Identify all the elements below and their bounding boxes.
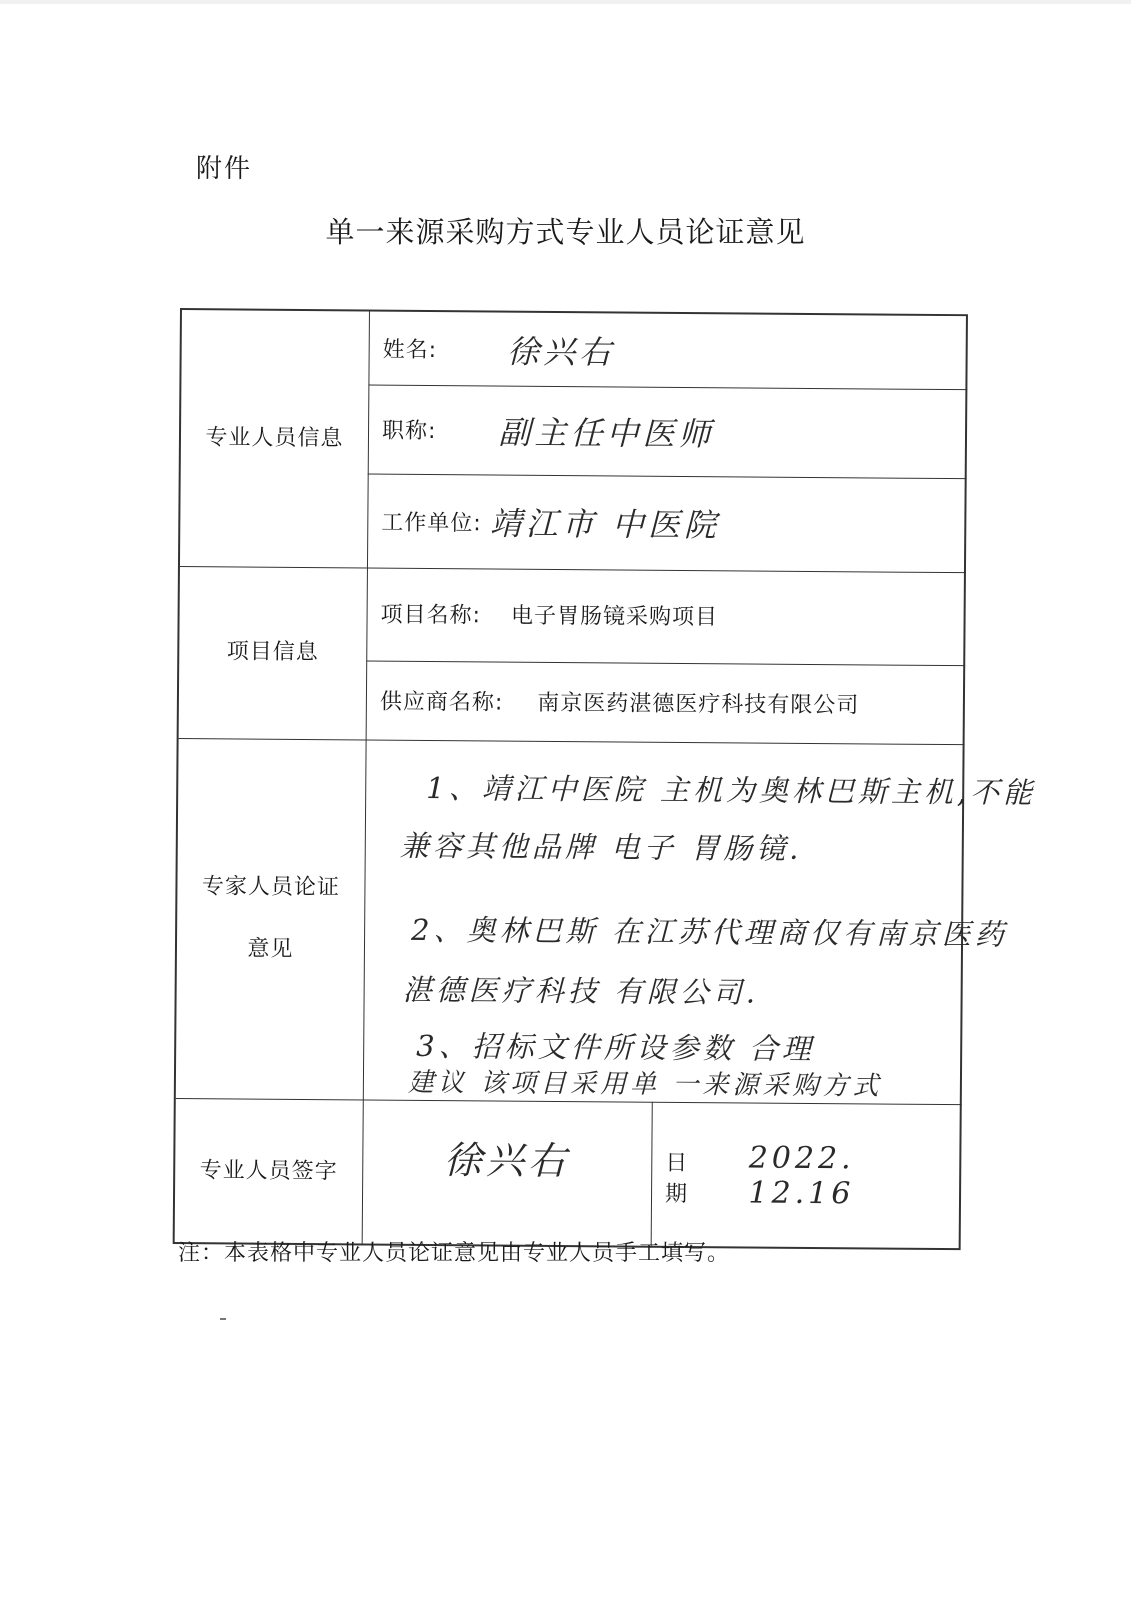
expert-opinion-label-line1: 专家人员论证	[201, 874, 341, 901]
opinion-line: 3、招标文件所设参数 合理	[416, 1028, 816, 1067]
expert-opinion-label-line2: 意见	[247, 936, 294, 962]
date-label: 日期	[664, 1150, 689, 1208]
name-value: 徐兴右	[506, 332, 616, 371]
signature-cell	[362, 1099, 652, 1247]
professional-info-label: 专业人员信息	[205, 425, 344, 452]
opinion-line: 湛德医疗科技 有限公司.	[402, 972, 760, 1010]
page-title: 单一来源采购方式专业人员论证意见	[325, 215, 806, 249]
scan-speck	[220, 1318, 226, 1320]
name-label: 姓名:	[382, 337, 438, 364]
opinion-line: 建议 该项目采用单 一来源采购方式	[407, 1067, 883, 1102]
annex-label: 附件	[196, 154, 253, 184]
title-label: 职称:	[381, 418, 437, 445]
scan-top-edge	[0, 0, 1131, 4]
title-value: 副主任中医师	[498, 413, 715, 453]
form-table	[173, 308, 1037, 1250]
signature-label: 专业人员签字	[199, 1158, 338, 1185]
project-name-label: 项目名称:	[380, 602, 482, 629]
date-value: 2022. 12.16	[748, 1140, 855, 1212]
employer-row	[367, 473, 967, 572]
opinion-line: 1、靖江中医院 主机为奥林巴斯主机,不能	[426, 770, 1037, 810]
opinion-line: 兼容其他品牌 电子 胃肠镜.	[399, 828, 803, 866]
form-sheet	[173, 308, 1037, 1250]
employer-value: 靖江市 中医院	[489, 504, 721, 545]
project-info-label: 项目信息	[226, 639, 319, 666]
supplier-row	[366, 660, 966, 744]
opinion-line: 2、奥林巴斯 在江苏代理商仅有南京医药	[410, 912, 1008, 952]
employer-label: 工作单位:	[381, 510, 482, 536]
signature-value: 徐兴右	[443, 1137, 570, 1183]
expert-opinion-text	[394, 740, 1037, 1104]
project-name-row	[366, 567, 966, 665]
project-name-value: 电子胃肠镜采购项目	[510, 603, 719, 631]
date-cell	[651, 1102, 962, 1250]
name-row	[368, 311, 968, 389]
supplier-label: 供应商名称:	[379, 689, 504, 716]
footnote: 注：本表格中专业人员论证意见由专业人员手工填写。	[178, 1241, 731, 1266]
title-row	[368, 384, 968, 478]
supplier-value: 南京医药湛德医疗科技有限公司	[537, 690, 860, 719]
expert-opinion-label	[176, 738, 366, 1099]
